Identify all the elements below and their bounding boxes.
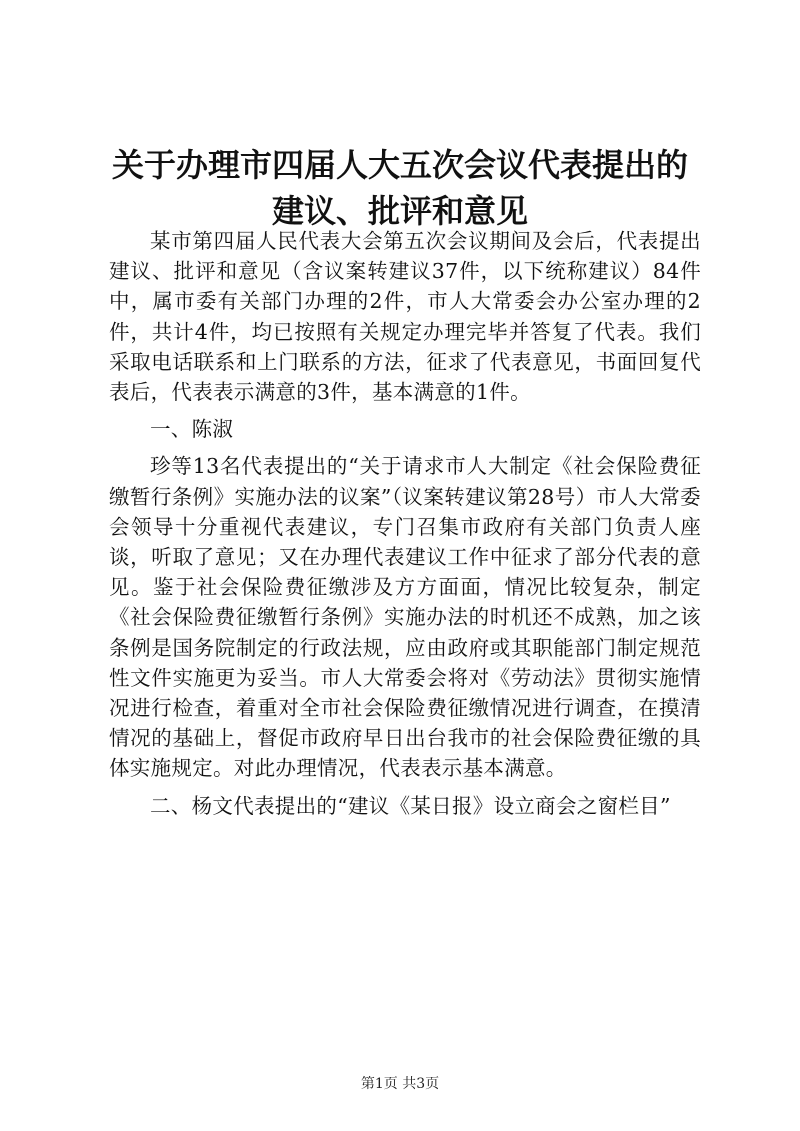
page-footer: 第1页 共3页: [360, 1076, 440, 1092]
document-body: [109, 226, 701, 821]
paragraph-section-two-heading: 二、杨文代表提出的“建议《某日报》设立商会之窗栏目”: [150, 793, 671, 818]
paragraph-section-one-body: 珍等13名代表提出的“关于请求市人大制定《社会保险费征缴暂行条例》实施办法的议案”（议案转建议第28号）市人大常委会领导十分重视代表建议，专门召集市政府有关部门负责人座谈，听取了意见；又在办理代表建议工作中征求了部分代表的意见。鉴于社会保险费征缴涉及方方面面，情况比较复杂，制定《社会保险费征缴暂行条例》实施办法的时机还不成熟，加之该条例是国务院制定的行政法规，应由政府或其职能部门制定规范性文件实施更为妥当。市人大常委会将对《劳动法》贯彻实施情况进行检查，着重对全市社会保险费征缴情况进行调查，在摸清情况的基础上，督促市政府早日出台我市的社会保险费征缴的具体实施规定。对此办理情况，代表表示基本满意。: [109, 454, 701, 781]
paragraph-intro: 某市第四届人民代表大会第五次会议期间及会后，代表提出建议、批评和意见（含议案转建议37件，以下统称建议）84件中，属市委有关部门办理的2件，市人大常委会办公室办理的2件，共计4件，均已按照有关规定办理完毕并答复了代表。我们采取电话联系和上门联系的方法，征求了代表意见，书面回复代表后，代表表示满意的3件，基本满意的1件。: [109, 229, 701, 405]
paragraph-section-one-heading: 一、陈淑: [150, 417, 234, 442]
document-title: 关于办理市四届人大五次会议代表提出的建议、批评和意见: [111, 146, 688, 230]
